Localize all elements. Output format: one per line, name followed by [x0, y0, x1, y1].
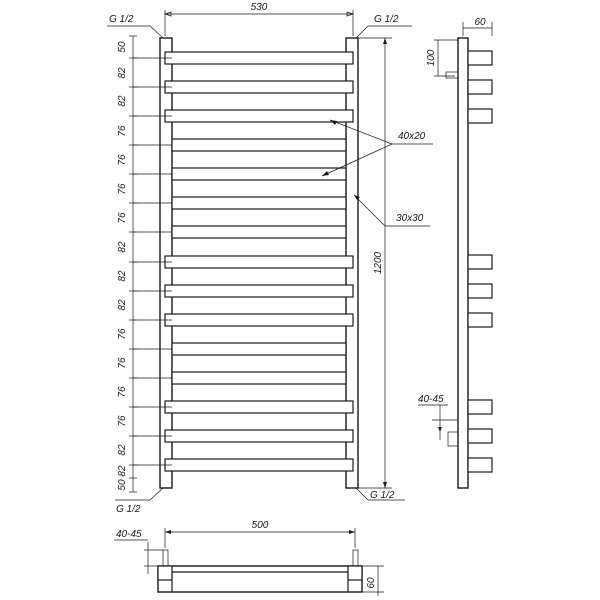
side-bar-stub	[468, 51, 492, 65]
fitting-leader-tr	[356, 26, 368, 38]
fitting-leader-tl-2	[150, 26, 163, 38]
spacing-label: 82	[117, 270, 128, 282]
front-view	[107, 2, 433, 515]
bottom-view	[114, 520, 384, 596]
side-bar-stub	[468, 429, 492, 443]
spacing-label: 82	[117, 95, 128, 107]
width-label: 530	[250, 2, 268, 13]
fitting-label-bottom-left: G 1/2	[116, 504, 141, 515]
fitting-label-top-left: G 1/2	[109, 14, 134, 25]
post-section-label: 30x30	[396, 213, 424, 224]
side-bar-stub	[468, 255, 492, 269]
bottom-rail-outer	[158, 566, 362, 592]
side-depth-label: 60	[474, 17, 486, 28]
bottom-width-arrow-left	[165, 530, 171, 534]
spacing-label: 50	[117, 479, 128, 491]
fitting-leader-br	[356, 488, 368, 500]
towel-bar	[165, 256, 353, 268]
side-bar-stub	[468, 109, 492, 123]
spacing-label: 76	[117, 386, 128, 398]
spacing-label: 82	[117, 465, 128, 477]
towel-bar	[172, 139, 346, 151]
bottom-width-label: 500	[251, 520, 269, 531]
spacing-label: 50	[117, 41, 128, 53]
spacing-label: 82	[117, 299, 128, 311]
spacing-labels	[117, 41, 128, 491]
side-view	[418, 17, 492, 488]
height-arrow-bottom	[383, 482, 387, 488]
side-bar-stub	[468, 400, 492, 414]
side-valve-label: 40-45	[418, 394, 444, 405]
towel-bar	[172, 372, 346, 384]
spacing-label: 76	[117, 183, 128, 195]
side-bottom-valve	[448, 432, 458, 446]
spacing-label: 76	[117, 154, 128, 166]
side-valve-arrow	[438, 427, 442, 432]
towel-bar	[165, 430, 353, 442]
towel-bar	[165, 81, 353, 93]
towel-bar	[172, 343, 346, 355]
towel-bar	[165, 314, 353, 326]
spacing-label: 82	[117, 67, 128, 79]
bottom-left-post	[158, 566, 172, 580]
spacing-label: 76	[117, 212, 128, 224]
spacing-label: 76	[117, 357, 128, 369]
side-offset-label: 100	[426, 49, 437, 67]
spacing-label: 82	[117, 241, 128, 253]
height-arrow-top	[383, 38, 387, 44]
spacing-label: 76	[117, 415, 128, 427]
bottom-left-valve	[163, 550, 168, 566]
bottom-right-valve	[353, 550, 358, 566]
bottom-width-arrow-right	[349, 530, 355, 534]
spacing-label: 76	[117, 328, 128, 340]
bottom-right-post	[348, 566, 362, 580]
towel-bar	[172, 197, 346, 209]
fitting-label-bottom-right: G 1/2	[370, 490, 395, 501]
bottom-valve-label: 40-45	[116, 529, 142, 540]
side-bar-stub	[468, 284, 492, 298]
spacing-label: 76	[117, 125, 128, 137]
bottom-depth-label: 60	[366, 577, 377, 589]
towel-bar	[165, 52, 353, 64]
towel-bar	[172, 168, 346, 180]
side-view-bars	[468, 51, 492, 472]
fitting-leader-bl	[150, 488, 163, 500]
towel-bar	[165, 401, 353, 413]
height-label: 1200	[373, 251, 384, 275]
side-bar-stub	[468, 80, 492, 94]
side-post	[458, 38, 468, 488]
spacing-label: 82	[117, 444, 128, 456]
towel-bar	[165, 285, 353, 297]
towel-bar	[165, 110, 353, 122]
side-top-fitting	[446, 72, 458, 78]
bar-section-label: 40x20	[398, 131, 426, 142]
side-bar-stub	[468, 313, 492, 327]
side-bar-stub	[468, 458, 492, 472]
towel-bar	[165, 459, 353, 471]
towel-bars	[165, 52, 353, 471]
fitting-label-top-right: G 1/2	[374, 14, 399, 25]
towel-bar	[172, 226, 346, 238]
